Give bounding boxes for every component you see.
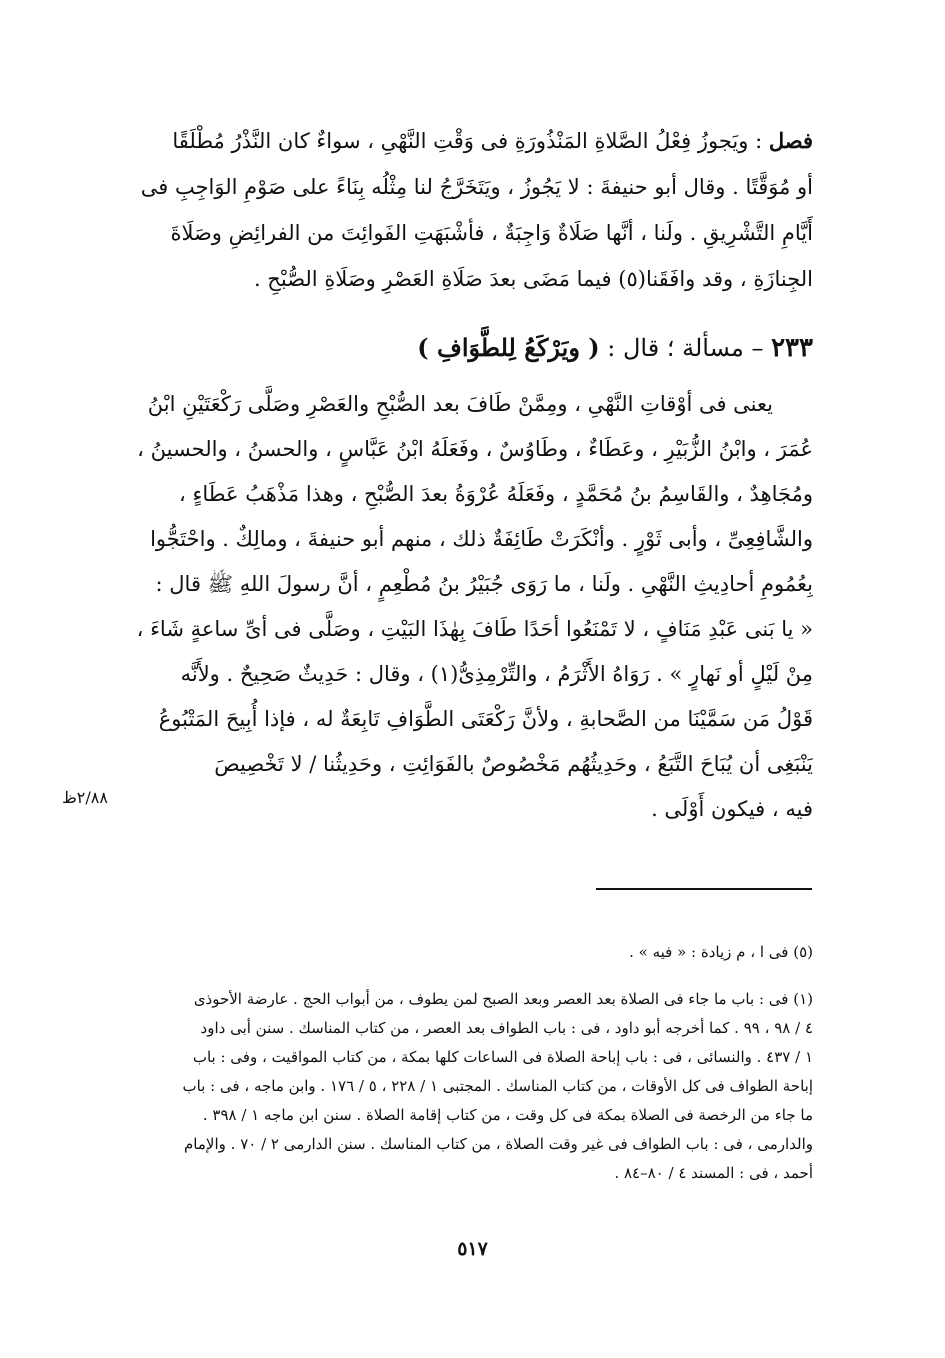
body-line-1: يعنى فى أوْقاتِ النَّهْىِ ، ومِمَّنْ طَافَ بعد الصُّبْحِ والعَصْرِ وصَلَّى رَكْعَتَيْنِ ابْنُ xyxy=(147,392,773,416)
body-line-2: عُمَرَ ، وابْنُ الزُّبَيْرِ ، وعَطَاءٌ ، وطَاوُسٌ ، وفَعَلَهُ ابْنُ عَبَّاسٍ ، والحسنُ ، والحسينُ ، xyxy=(137,437,813,461)
footnote-1-line-2: ٤ / ٩٨ ، ٩٩ . كما أخرجه أبو داود ، فى : باب الطواف بعد العصر ، من كتاب المناسك . سنن أبى داود xyxy=(200,1019,813,1037)
footnote-1-line-5: ما جاء من الرخصة فى الصلاة بمكة فى كل وقت ، من كتاب إقامة الصلاة . سنن ابن ماجه ١ / ٣٩٨ . xyxy=(202,1106,813,1124)
main-paragraph xyxy=(133,118,813,302)
footnote-1-line-6: والدارمى ، فى : باب الطواف فى غير وقت الصلاة ، من كتاب المناسك . سنن الدارمى ٢ / ٧٠ . والإمام xyxy=(184,1135,813,1153)
footnote-1-line-7: أحمد ، فى : المسند ٤ / ٨٠–٨٤ . xyxy=(614,1164,813,1182)
body-line-5: بِعُمُومِ أحادِيثِ النَّهْىِ . ولَنا ، ما رَوَى جُبَيْرُ بنُ مُطْعِمٍ ، أنَّ رسولَ اللهِ ﷺ قال : xyxy=(155,572,813,596)
footnote-5: (٥) فى ا ، م زيادة : « فيه » . xyxy=(629,943,813,961)
footnote-1-line-1: (١) فى : باب ما جاء فى الصلاة بعد العصر وبعد الصبح لمن يطوف ، من أبواب الحج . عارضة الأحوذى xyxy=(193,990,813,1008)
footnote-1-line-4: إباحة الطواف فى كل الأوقات ، من كتاب المناسك . المجتبى ١ / ٢٢٨ ، ٥ / ١٧٦ . وابن ماجه ، فى : باب xyxy=(182,1077,813,1095)
footnotes xyxy=(133,938,813,1188)
body-paragraph xyxy=(133,382,813,832)
body-line-10: فيه ، فيكون أَوْلَى . xyxy=(651,797,813,821)
issue-quote: ( ويَرْكَعُ لِلطَّوَافِ ) xyxy=(417,333,600,362)
section-label: فصل xyxy=(768,128,813,153)
body-line-4: والشَّافِعِىِّ ، وأبى ثَوْرٍ . وأنْكَرَتْ طَائِفَةٌ ذلك ، منهم أبو حنيفةَ ، ومالِكٌ . واحْتَجُّوا xyxy=(150,527,813,551)
body-line-7: مِنْ لَيْلٍ أو نَهارٍ » . رَوَاهُ الأَثْرَمُ ، والتِّرْمِذِىُّ(١) ، وقال : حَدِيثٌ صَحِيحٌ . ولأَنَّه xyxy=(180,662,813,686)
issue-heading xyxy=(133,328,813,368)
main-line-2: أو مُوَقَّتًا . وقال أبو حنيفةَ : لا يَجُوزُ ، ويَتَخَرَّجُ لنا مِثْلُه بِنَاءً على صَوْمِ الوَاجِبِ فى xyxy=(140,175,813,199)
manuscript-margin-note: ٢/٨٨ظ xyxy=(62,788,108,807)
footnote-spacer xyxy=(133,967,813,985)
issue-heading-text: – مسألة ؛ قال : xyxy=(599,334,772,362)
main-line-1: فصل : ويَجوزُ فِعْلُ الصَّلاةِ المَنْذُورَةِ فى وَقْتِ النَّهْىِ ، سواءٌ كان النَّذْرُ مُطْلَقًا xyxy=(172,128,813,153)
main-line-3: أَيَّامِ التَّشْرِيقِ . ولَنا ، أنَّها صَلَاةٌ وَاجِبَةٌ ، فأشْبَهَتِ الفَوائِتَ من الفرائِضِ وصَلَاةَ xyxy=(170,221,813,245)
body-line-6: « يا بَنى عَبْدِ مَنَافٍ ، لا تَمْنَعُوا أحَدًا طَافَ بِهٰذَا البَيْتِ ، وصَلَّى فى أىِّ ساعةٍ شَاءَ ، xyxy=(136,617,813,641)
body-line-8: قَوْلُ مَن سَمَّيْنَا من الصَّحابةِ ، ولأنَّ رَكْعَتَى الطَّوَافِ تَابِعَةٌ له ، فإذا أُبِيحَ المَتْبُوعُ xyxy=(158,707,813,731)
body-line-9: يَنْبَغِى أن يُبَاحَ التَّبَعُ ، وحَدِيثُهُم مَخْصُوصٌ بالفَوَائِتِ ، وحَدِيثُنا / لا تَخْصِيصَ xyxy=(214,752,813,776)
body-line-3: ومُجَاهِدٌ ، والقَاسِمُ بنُ مُحَمَّدٍ ، وفَعَلَهُ عُرْوَةُ بعدَ الصُّبْحِ ، وهذا مَذْهَبُ عَطَاءٍ ، xyxy=(179,482,813,506)
footnote-1-line-3: ١ / ٤٣٧ . والنسائى ، فى : باب إباحة الصلاة فى الساعات كلها بمكة ، من كتاب المواقيت ، وفى : باب xyxy=(192,1048,813,1066)
main-line-4: الجِنازَةِ ، وقد وافَقَنا(٥) فيما مَضَى بعدَ صَلَاةِ العَصْرِ وصَلَاةِ الصُّبْحِ . xyxy=(253,267,813,291)
issue-number: ٢٣٣ xyxy=(771,333,813,363)
page-number: ٥١٧ xyxy=(457,1238,488,1260)
footnote-divider xyxy=(596,888,812,890)
